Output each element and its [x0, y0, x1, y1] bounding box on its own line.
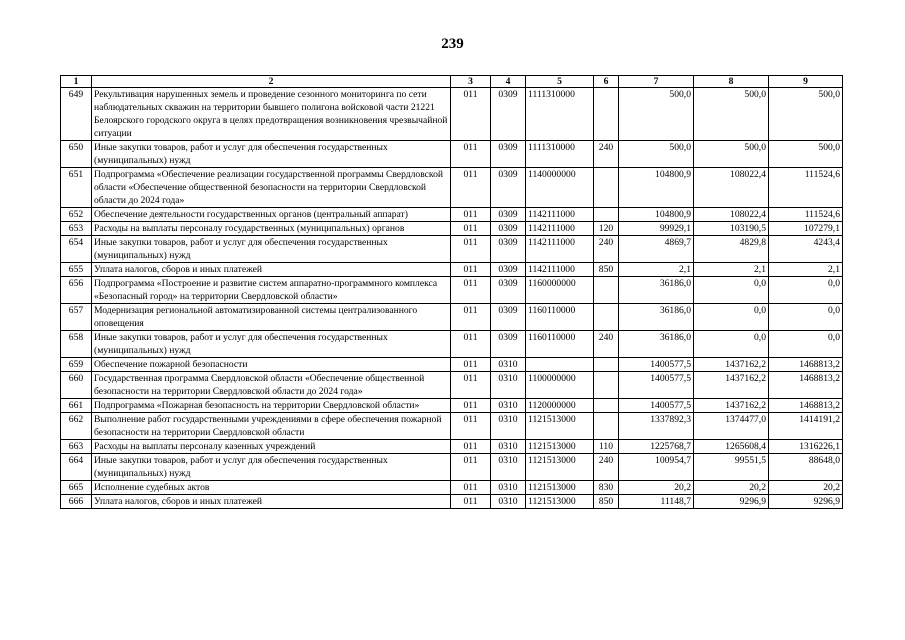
expense-type-code: 240 [594, 454, 619, 481]
amount-year-3: 111524,6 [769, 168, 843, 208]
amount-year-1: 36186,0 [619, 304, 694, 331]
item-name: Иные закупки товаров, работ и услуг для обеспечения государственных (муниципальных) нужд [92, 141, 451, 168]
expense-type-code [594, 399, 619, 413]
amount-year-2: 9296,9 [694, 495, 769, 509]
section-code: 0309 [491, 208, 526, 222]
amount-year-3: 9296,9 [769, 495, 843, 509]
amount-year-1: 36186,0 [619, 331, 694, 358]
item-name: Уплата налогов, сборов и иных платежей [92, 263, 451, 277]
amount-year-1: 104800,9 [619, 208, 694, 222]
target-article-code: 1160110000 [526, 331, 594, 358]
section-code: 0310 [491, 413, 526, 440]
table-row [61, 236, 843, 263]
table-row [61, 277, 843, 304]
expense-type-code [594, 277, 619, 304]
amount-year-3: 0,0 [769, 304, 843, 331]
amount-year-3: 20,2 [769, 481, 843, 495]
amount-year-2: 500,0 [694, 88, 769, 141]
table-row [61, 304, 843, 331]
table-row [61, 372, 843, 399]
amount-year-2: 1265608,4 [694, 440, 769, 454]
section-code: 0309 [491, 263, 526, 277]
amount-year-3: 500,0 [769, 141, 843, 168]
header-cell: 6 [594, 76, 619, 88]
section-code: 0309 [491, 331, 526, 358]
amount-year-1: 11148,7 [619, 495, 694, 509]
amount-year-1: 1337892,3 [619, 413, 694, 440]
amount-year-1: 20,2 [619, 481, 694, 495]
table-row [61, 358, 843, 372]
amount-year-2: 20,2 [694, 481, 769, 495]
section-code: 0309 [491, 277, 526, 304]
amount-year-3: 2,1 [769, 263, 843, 277]
ministry-code: 011 [451, 236, 491, 263]
ministry-code: 011 [451, 440, 491, 454]
row-number: 654 [61, 236, 92, 263]
ministry-code: 011 [451, 372, 491, 399]
ministry-code: 011 [451, 358, 491, 372]
target-article-code: 1121513000 [526, 413, 594, 440]
amount-year-2: 99551,5 [694, 454, 769, 481]
row-number: 660 [61, 372, 92, 399]
ministry-code: 011 [451, 263, 491, 277]
target-article-code: 1100000000 [526, 372, 594, 399]
target-article-code: 1142111000 [526, 208, 594, 222]
section-code: 0309 [491, 168, 526, 208]
amount-year-1: 1400577,5 [619, 399, 694, 413]
header-cell: 1 [61, 76, 92, 88]
amount-year-3: 0,0 [769, 331, 843, 358]
row-number: 666 [61, 495, 92, 509]
target-article-code: 1142111000 [526, 222, 594, 236]
item-name: Исполнение судебных актов [92, 481, 451, 495]
section-code: 0310 [491, 358, 526, 372]
row-number: 662 [61, 413, 92, 440]
target-article-code: 1142111000 [526, 236, 594, 263]
header-cell: 7 [619, 76, 694, 88]
amount-year-3: 111524,6 [769, 208, 843, 222]
item-name: Государственная программа Свердловской области «Обеспечение общественной безопасности на территории Свердловской области до 2024 года» [92, 372, 451, 399]
table-row [61, 454, 843, 481]
amount-year-1: 1400577,5 [619, 372, 694, 399]
item-name: Модернизация региональной автоматизированной системы централизованного оповещения [92, 304, 451, 331]
amount-year-2: 1437162,2 [694, 399, 769, 413]
item-name: Выполнение работ государственными учреждениями в сфере обеспечения пожарной безопасности на территории Свердловской области [92, 413, 451, 440]
item-name: Обеспечение пожарной безопасности [92, 358, 451, 372]
section-code: 0309 [491, 88, 526, 141]
row-number: 665 [61, 481, 92, 495]
ministry-code: 011 [451, 413, 491, 440]
amount-year-3: 1414191,2 [769, 413, 843, 440]
table-row [61, 413, 843, 440]
section-code: 0310 [491, 495, 526, 509]
section-code: 0310 [491, 399, 526, 413]
header-row [61, 76, 843, 88]
row-number: 658 [61, 331, 92, 358]
table-row [61, 222, 843, 236]
ministry-code: 011 [451, 277, 491, 304]
table-body [61, 88, 843, 509]
item-name: Рекультивация нарушенных земель и проведение сезонного мониторинга по сети наблюдательных скважин на территории бывшего полигона войсковой части 21221 Белоярского городского округа в целях предотвращения возникновения чрезвычайной ситуации [92, 88, 451, 141]
amount-year-1: 1400577,5 [619, 358, 694, 372]
target-article-code: 1111310000 [526, 141, 594, 168]
ministry-code: 011 [451, 141, 491, 168]
amount-year-1: 104800,9 [619, 168, 694, 208]
budget-table [60, 75, 843, 509]
row-number: 664 [61, 454, 92, 481]
item-name: Иные закупки товаров, работ и услуг для обеспечения государственных (муниципальных) нужд [92, 454, 451, 481]
amount-year-3: 88648,0 [769, 454, 843, 481]
target-article-code: 1121513000 [526, 495, 594, 509]
section-code: 0310 [491, 481, 526, 495]
section-code: 0310 [491, 440, 526, 454]
expense-type-code: 850 [594, 263, 619, 277]
row-number: 657 [61, 304, 92, 331]
ministry-code: 011 [451, 222, 491, 236]
expense-type-code [594, 304, 619, 331]
amount-year-3: 4243,4 [769, 236, 843, 263]
table-row [61, 495, 843, 509]
expense-type-code: 240 [594, 236, 619, 263]
expense-type-code: 830 [594, 481, 619, 495]
ministry-code: 011 [451, 495, 491, 509]
amount-year-3: 1468813,2 [769, 358, 843, 372]
amount-year-1: 4869,7 [619, 236, 694, 263]
section-code: 0309 [491, 236, 526, 263]
expense-type-code [594, 208, 619, 222]
table-row [61, 263, 843, 277]
target-article-code [526, 358, 594, 372]
amount-year-2: 1437162,2 [694, 372, 769, 399]
expense-type-code: 110 [594, 440, 619, 454]
amount-year-2: 2,1 [694, 263, 769, 277]
section-code: 0310 [491, 454, 526, 481]
row-number: 652 [61, 208, 92, 222]
item-name: Расходы на выплаты персоналу государственных (муниципальных) органов [92, 222, 451, 236]
row-number: 661 [61, 399, 92, 413]
amount-year-2: 500,0 [694, 141, 769, 168]
target-article-code: 1121513000 [526, 440, 594, 454]
amount-year-3: 1316226,1 [769, 440, 843, 454]
amount-year-1: 2,1 [619, 263, 694, 277]
amount-year-1: 500,0 [619, 88, 694, 141]
item-name: Расходы на выплаты персоналу казенных учреждений [92, 440, 451, 454]
amount-year-2: 0,0 [694, 331, 769, 358]
ministry-code: 011 [451, 331, 491, 358]
expense-type-code: 240 [594, 331, 619, 358]
item-name: Подпрограмма «Обеспечение реализации государственной программы Свердловской области «Обеспечение общественной безопасности на территории Свердловской области до 2024 года» [92, 168, 451, 208]
header-cell: 3 [451, 76, 491, 88]
amount-year-2: 108022,4 [694, 168, 769, 208]
header-cell: 5 [526, 76, 594, 88]
amount-year-3: 500,0 [769, 88, 843, 141]
row-number: 663 [61, 440, 92, 454]
ministry-code: 011 [451, 88, 491, 141]
table-row [61, 440, 843, 454]
target-article-code: 1121513000 [526, 454, 594, 481]
target-article-code: 1121513000 [526, 481, 594, 495]
header-cell: 2 [92, 76, 451, 88]
table-row [61, 141, 843, 168]
amount-year-1: 500,0 [619, 141, 694, 168]
expense-type-code: 240 [594, 141, 619, 168]
header-cell: 4 [491, 76, 526, 88]
table-row [61, 88, 843, 141]
row-number: 653 [61, 222, 92, 236]
item-name: Иные закупки товаров, работ и услуг для обеспечения государственных (муниципальных) нужд [92, 236, 451, 263]
amount-year-1: 99929,1 [619, 222, 694, 236]
target-article-code: 1111310000 [526, 88, 594, 141]
amount-year-3: 107279,1 [769, 222, 843, 236]
amount-year-1: 36186,0 [619, 277, 694, 304]
ministry-code: 011 [451, 454, 491, 481]
ministry-code: 011 [451, 399, 491, 413]
table-row [61, 331, 843, 358]
amount-year-2: 0,0 [694, 304, 769, 331]
expense-type-code [594, 168, 619, 208]
amount-year-3: 0,0 [769, 277, 843, 304]
amount-year-2: 1437162,2 [694, 358, 769, 372]
amount-year-2: 108022,4 [694, 208, 769, 222]
amount-year-3: 1468813,2 [769, 372, 843, 399]
amount-year-2: 103190,5 [694, 222, 769, 236]
amount-year-2: 4829,8 [694, 236, 769, 263]
amount-year-1: 1225768,7 [619, 440, 694, 454]
row-number: 650 [61, 141, 92, 168]
table-row [61, 208, 843, 222]
header-cell: 9 [769, 76, 843, 88]
section-code: 0309 [491, 141, 526, 168]
section-code: 0309 [491, 222, 526, 236]
amount-year-1: 100954,7 [619, 454, 694, 481]
section-code: 0310 [491, 372, 526, 399]
ministry-code: 011 [451, 208, 491, 222]
expense-type-code: 850 [594, 495, 619, 509]
item-name: Подпрограмма «Построение и развитие систем аппаратно-программного комплекса «Безопасный город» на территории Свердловской области» [92, 277, 451, 304]
target-article-code: 1160000000 [526, 277, 594, 304]
target-article-code: 1142111000 [526, 263, 594, 277]
target-article-code: 1120000000 [526, 399, 594, 413]
expense-type-code [594, 413, 619, 440]
expense-type-code [594, 372, 619, 399]
target-article-code: 1160110000 [526, 304, 594, 331]
item-name: Иные закупки товаров, работ и услуг для обеспечения государственных (муниципальных) нужд [92, 331, 451, 358]
amount-year-2: 1374477,0 [694, 413, 769, 440]
expense-type-code [594, 88, 619, 141]
ministry-code: 011 [451, 304, 491, 331]
item-name: Подпрограмма «Пожарная безопасность на территории Свердловской области» [92, 399, 451, 413]
expense-type-code: 120 [594, 222, 619, 236]
row-number: 651 [61, 168, 92, 208]
ministry-code: 011 [451, 481, 491, 495]
target-article-code: 1140000000 [526, 168, 594, 208]
section-code: 0309 [491, 304, 526, 331]
amount-year-3: 1468813,2 [769, 399, 843, 413]
item-name: Обеспечение деятельности государственных органов (центральный аппарат) [92, 208, 451, 222]
table-row [61, 399, 843, 413]
row-number: 655 [61, 263, 92, 277]
ministry-code: 011 [451, 168, 491, 208]
table-row [61, 168, 843, 208]
expense-type-code [594, 358, 619, 372]
row-number: 649 [61, 88, 92, 141]
row-number: 659 [61, 358, 92, 372]
row-number: 656 [61, 277, 92, 304]
table-row [61, 481, 843, 495]
header-cell: 8 [694, 76, 769, 88]
amount-year-2: 0,0 [694, 277, 769, 304]
item-name: Уплата налогов, сборов и иных платежей [92, 495, 451, 509]
page-number: 239 [441, 36, 464, 52]
